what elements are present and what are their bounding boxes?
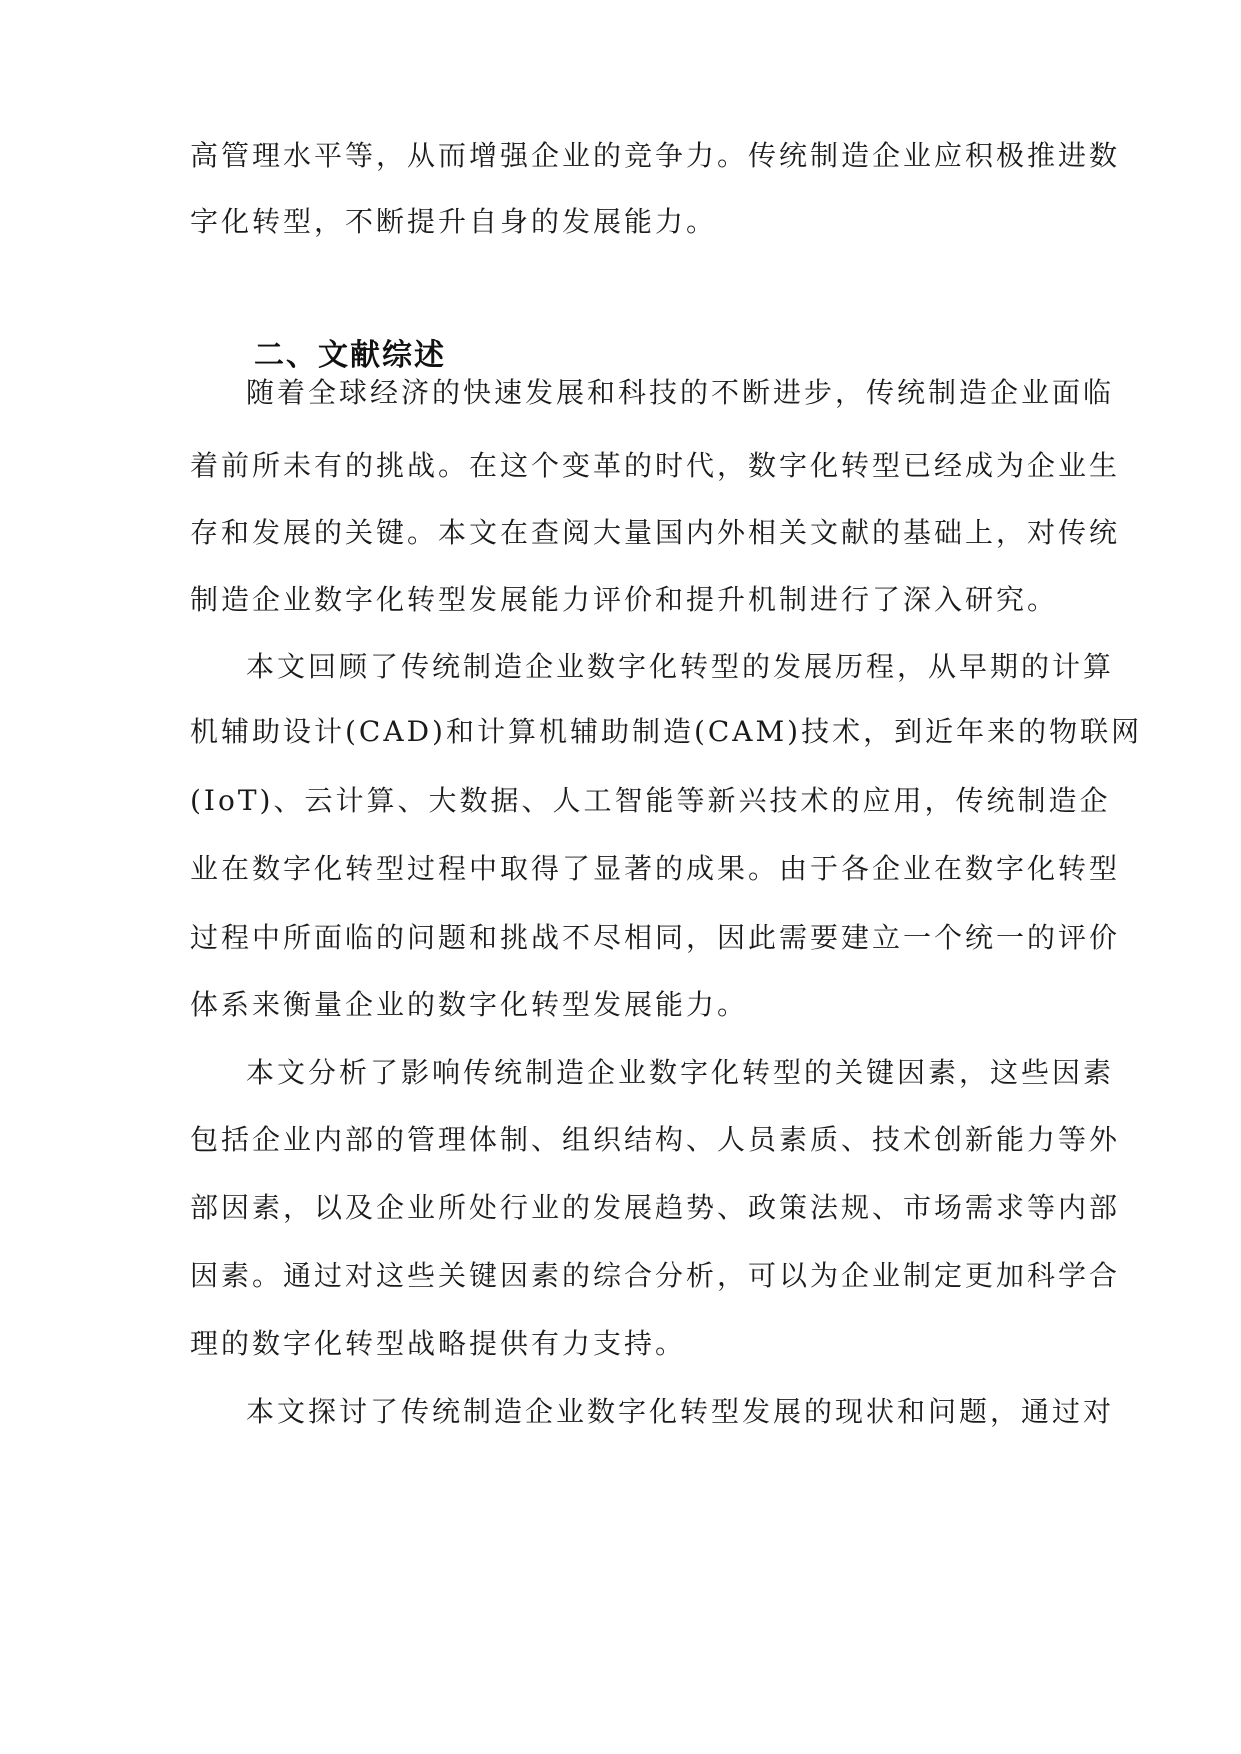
paragraph-3-line-2: 包括企业内部的管理体制、组织结构、人员素质、技术创新能力等外 [190, 1123, 1121, 1156]
paragraph-2-line-5: 过程中所面临的问题和挑战不尽相同，因此需要建立一个统一的评价 [190, 921, 1121, 954]
paragraph-1-line-2: 着前所未有的挑战。在这个变革的时代，数字化转型已经成为企业生 [190, 449, 1121, 482]
paragraph-1-line-1: 随着全球经济的快速发展和科技的不断进步，传统制造企业面临 [246, 376, 1115, 409]
paragraph-2-line-1: 本文回顾了传统制造企业数字化转型的发展历程，从早期的计算 [246, 650, 1115, 683]
paragraph-1-line-4: 制造企业数字化转型发展能力评价和提升机制进行了深入研究。 [190, 583, 1059, 616]
paragraph-4-line-1: 本文探讨了传统制造企业数字化转型发展的现状和问题，通过对 [246, 1395, 1115, 1428]
paragraph-3-line-3: 部因素，以及企业所处行业的发展趋势、政策法规、市场需求等内部 [190, 1191, 1121, 1224]
paragraph-3-line-5: 理的数字化转型战略提供有力支持。 [190, 1327, 687, 1360]
paragraph-3-line-4: 因素。通过对这些关键因素的综合分析，可以为企业制定更加科学合 [190, 1259, 1121, 1292]
paragraph-2-line-3: (IoT)、云计算、大数据、人工智能等新兴技术的应用，传统制造企 [190, 784, 1111, 817]
section-heading: 二、文献综述 [254, 338, 446, 373]
intro-line-2: 字化转型，不断提升自身的发展能力。 [190, 205, 718, 238]
paragraph-2-line-2: 机辅助设计(CAD)和计算机辅助制造(CAM)技术，到近年来的物联网 [190, 715, 1143, 748]
paragraph-3-line-1: 本文分析了影响传统制造企业数字化转型的关键因素，这些因素 [246, 1056, 1115, 1089]
paragraph-2-line-4: 业在数字化转型过程中取得了显著的成果。由于各企业在数字化转型 [190, 852, 1121, 885]
paragraph-2-line-6: 体系来衡量企业的数字化转型发展能力。 [190, 988, 749, 1021]
paragraph-1-line-3: 存和发展的关键。本文在查阅大量国内外相关文献的基础上，对传统 [190, 516, 1121, 549]
intro-line-1: 高管理水平等，从而增强企业的竞争力。传统制造企业应积极推进数 [190, 139, 1121, 172]
